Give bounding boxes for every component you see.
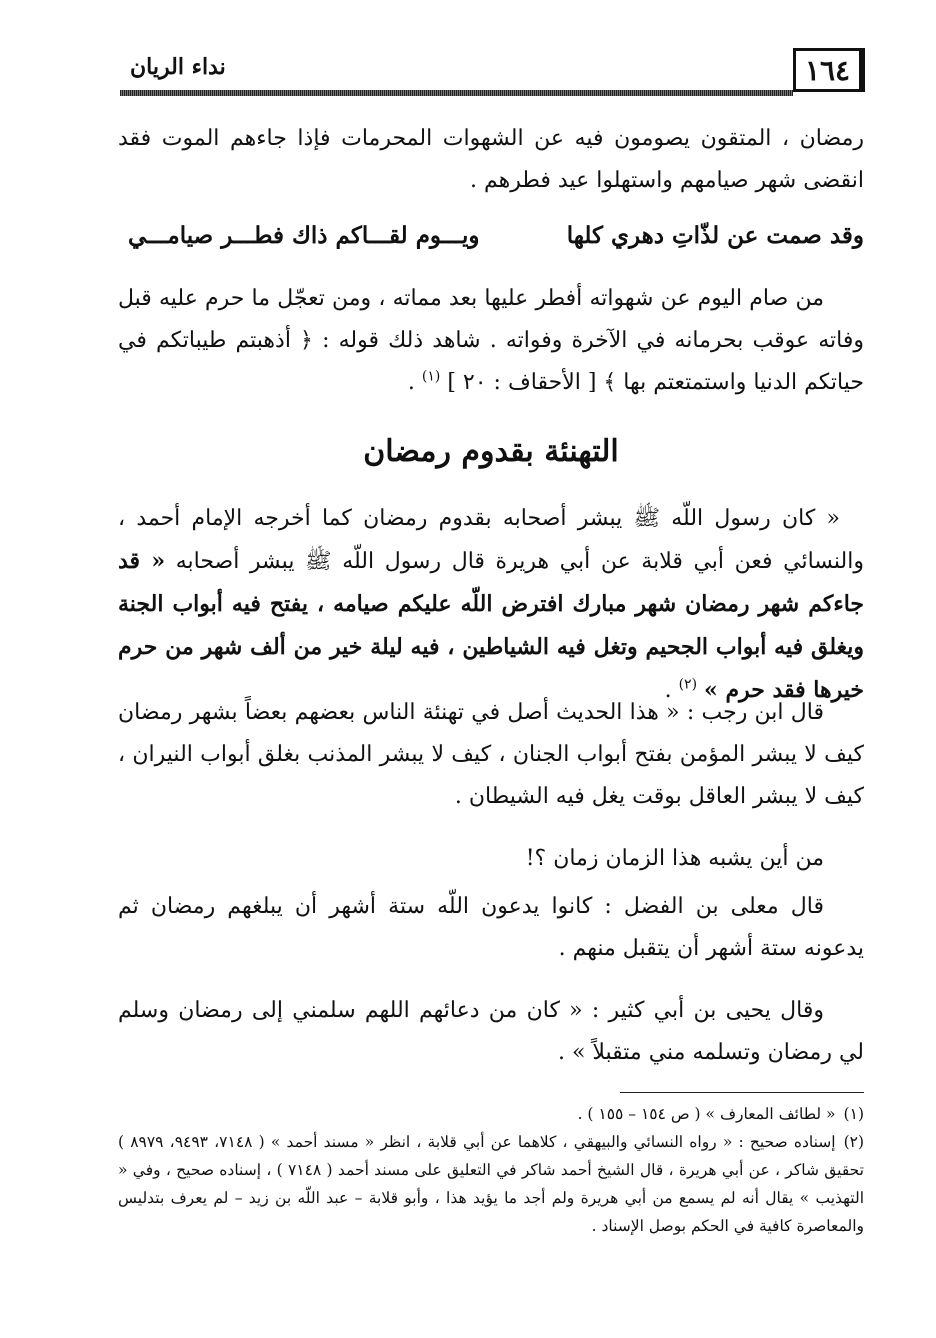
header-rule	[120, 90, 793, 96]
footnote-ref-2: (٢)	[678, 676, 698, 693]
running-title: نداء الريان	[130, 54, 226, 80]
verse-hemistich-first: وقد صمت عن لذّاتِ دهري كلها	[566, 222, 864, 249]
paragraph-2-end: .	[407, 370, 415, 395]
paragraph-2-text: من صام اليوم عن شهواته أفطر عليها بعد مماته ، ومن تعجّل ما حرم عليه قبل وفاته عوقب بحرمانه في الآخرة وفواته . شاهد ذلك قوله : ﴿ أذهبتم طيباتكم في حياتكم الدنيا واستمتعتم بها ﴾ [ الأحقاف : ٢٠ ]	[118, 286, 864, 395]
paragraph-3	[118, 498, 864, 712]
paragraph-5: من أين يشبه هذا الزمان زمان ؟!	[525, 846, 824, 871]
footnote-1-text: « لطائف المعارف » ( ص ١٥٤ – ١٥٥ ) .	[577, 1105, 836, 1123]
paragraph-3-end: .	[664, 678, 672, 703]
footnote-ref-1: (١)	[421, 368, 441, 385]
verse-hemistich-second: ويـــوم لقـــاكم ذاك فطـــر صيامـــي	[128, 222, 480, 249]
footnote-1	[118, 1100, 864, 1128]
footnotes	[118, 1100, 864, 1240]
footnote-2	[118, 1128, 864, 1240]
footnote-rule	[620, 1092, 864, 1093]
hadith-quote: « قد جاءكم شهر رمضان شهر مبارك افترض اللّه عليكم صيامه ، يفتح فيه أبواب الجنة ويغلق فيه أبواب الجحيم وتغل فيه الشياطين ، فيه ليلة خير من ألف شهر من حرم خيرها فقد حرم »	[118, 548, 864, 703]
paragraph-7: وقال يحيى بن أبي كثير : « كان من دعائهم اللهم سلمني إلى رمضان وسلم لي رمضان وتسلمه مني متقبلاً » .	[118, 998, 864, 1065]
footnote-2-mark: (٢)	[843, 1133, 865, 1151]
paragraph-3-intro: « كان رسول اللّه ﷺ يبشر أصحابه بقدوم رمضان كما أخرجه الإمام أحمد ، والنسائي فعن أبي قلابة عن أبي هريرة قال رسول اللّه ﷺ يبشر أصحابه	[118, 506, 864, 574]
section-title: التهنئة بقدوم رمضان	[363, 434, 619, 469]
paragraph-6: قال معلى بن الفضل : كانوا يدعون اللّه ستة أشهر أن يبلغهم رمضان ثم يدعونه ستة أشهر أن يتقبل منهم .	[118, 894, 864, 961]
page-header	[120, 44, 865, 100]
paragraph-2	[118, 278, 864, 404]
paragraph-4: قال ابن رجب : « هذا الحديث أصل في تهنئة الناس بعضهم بعضاً بشهر رمضان كيف لا يبشر المؤمن بفتح أبواب الجنان ، كيف لا يبشر المذنب بغلق أبواب النيران ، كيف لا يبشر العاقل بوقت يغل فيه الشيطان .	[118, 700, 864, 809]
footnote-1-mark: (١)	[843, 1105, 864, 1123]
page-number: ١٦٤	[793, 48, 865, 92]
poetry-verse	[118, 222, 864, 264]
paragraph-1: رمضان ، المتقون يصومون فيه عن الشهوات المحرمات فإذا جاءهم الموت فقد انقضى شهر صيامهم واستهلوا عيد فطرهم .	[118, 126, 864, 193]
footnote-2-text: إسناده صحيح : « رواه النسائي والبيهقي ، كلاهما عن أبي قلابة ، انظر « مسند أحمد » ( ٧١٤٨، ٩٤٩٣، ٨٩٧٩ ) تحقيق شاكر ، عن أبي هريرة ، قال الشيخ أحمد شاكر في التعليق على مسند أحمد ( ٧١٤٨ ) ، إسناده صحيح ، وفي « التهذيب » يقال أنه لم يسمع من أبي هريرة ولم أجد ما يؤيد هذا ، وأبو قلابة – عبد اللّه بن زيد – لم يعرف بتدليس والمعاصرة كافية في الحكم بوصل الإسناد .	[118, 1133, 864, 1235]
